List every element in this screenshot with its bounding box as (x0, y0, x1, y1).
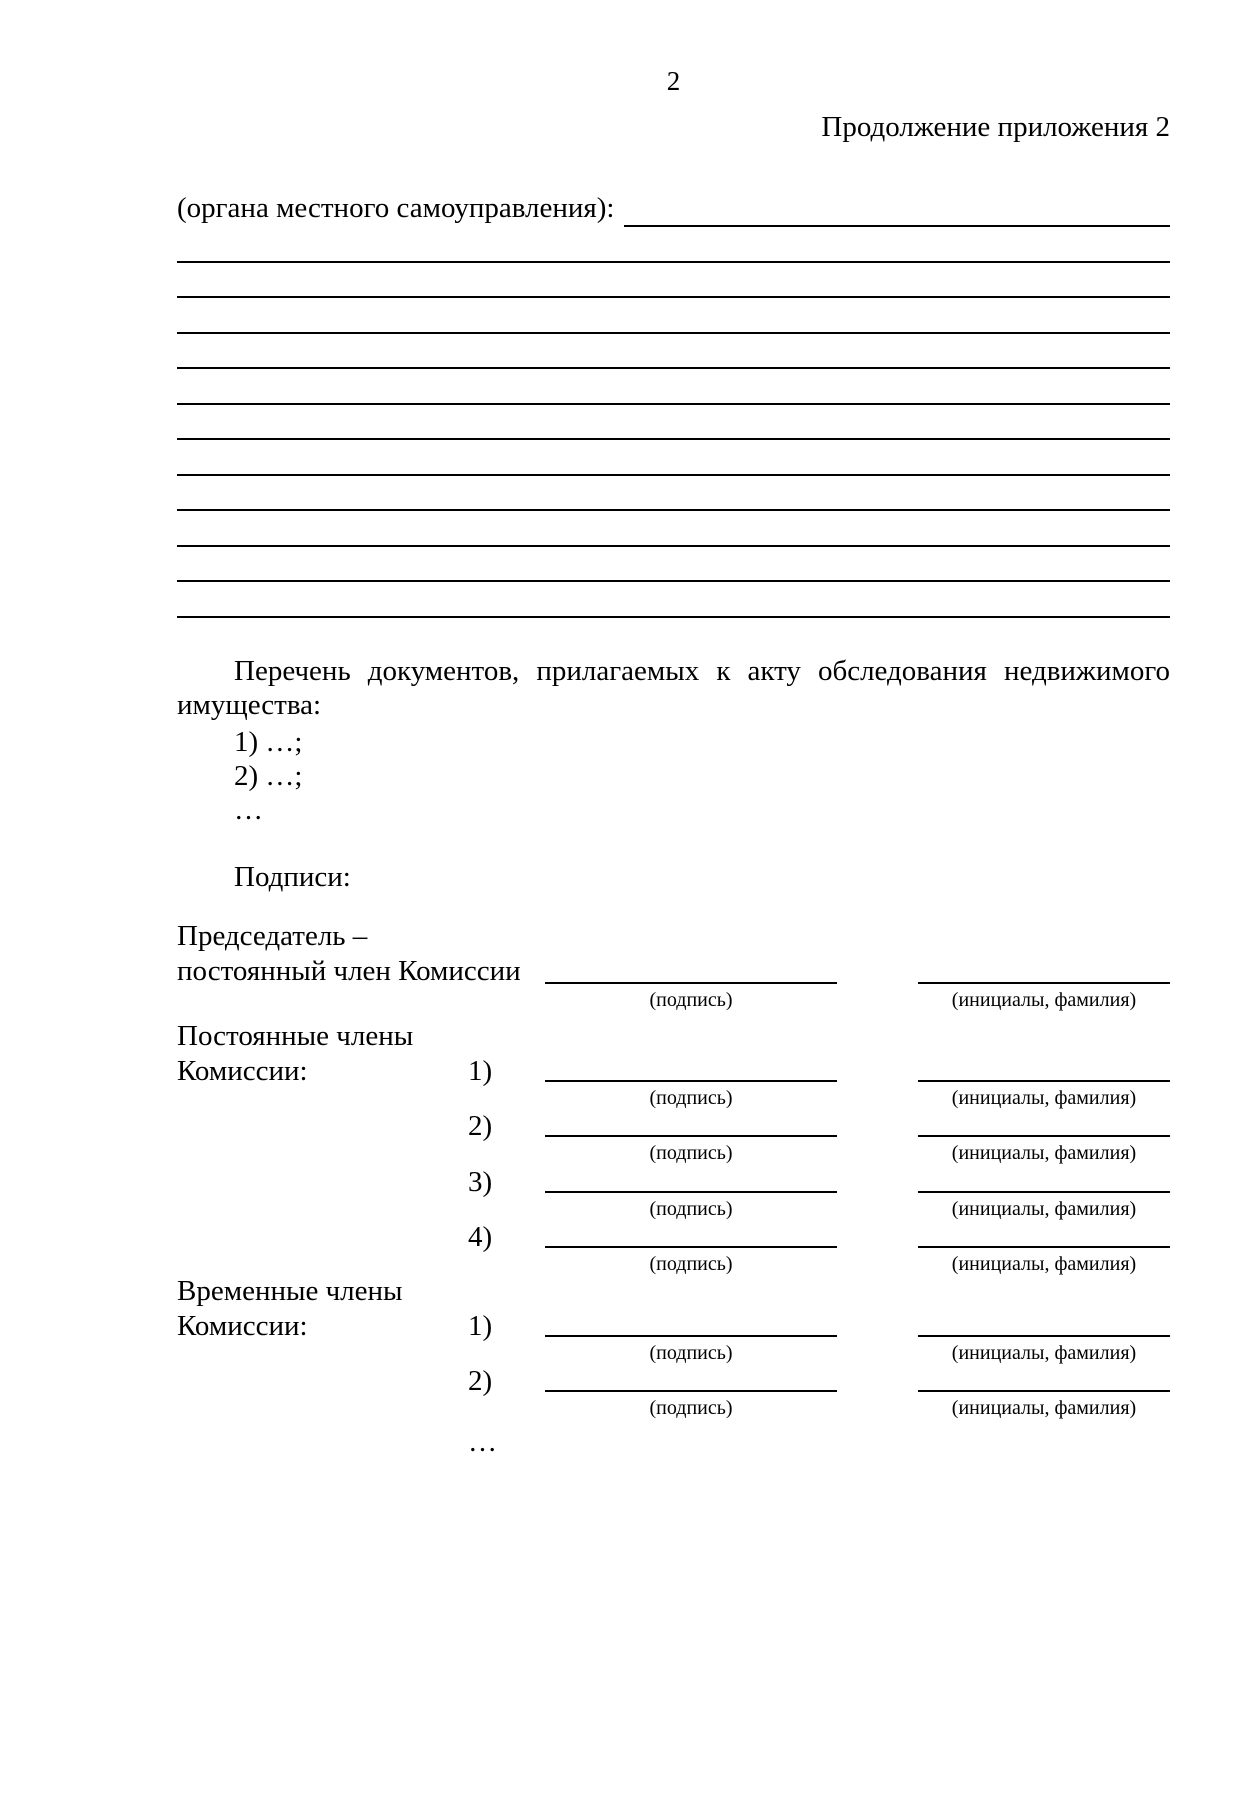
blank-line (177, 511, 1170, 547)
permanent-member-1-number: 1) (468, 1054, 493, 1087)
chairman-name-line (918, 982, 1170, 984)
permanent-member-1-signature-caption: (подпись) (649, 1086, 733, 1109)
temporary-member-2-signature-caption: (подпись) (649, 1396, 733, 1419)
continuation-note: Продолжение приложения 2 (821, 111, 1170, 143)
blank-line (177, 476, 1170, 512)
permanent-member-4-signature-caption: (подпись) (649, 1252, 733, 1275)
permanent-member-3-number: 3) (468, 1165, 493, 1198)
blank-line (177, 440, 1170, 476)
temporary-member-2-number: 2) (468, 1364, 493, 1397)
permanent-member-4-signature-line (545, 1246, 837, 1248)
members-ellipsis: … (468, 1425, 497, 1458)
blank-line (177, 405, 1170, 441)
signatures-block (177, 895, 1170, 1475)
permanent-member-4-number: 4) (468, 1220, 493, 1253)
permanent-member-2-signature-line (545, 1135, 837, 1137)
permanent-member-1-name-line (918, 1080, 1170, 1082)
temporary-member-1-signature-line (545, 1335, 837, 1337)
chairman-signature-caption: (подпись) (649, 988, 733, 1011)
page-number: 2 (666, 66, 681, 96)
chairman-name-caption: (инициалы, фамилия) (951, 988, 1137, 1011)
blank-line (177, 227, 1170, 263)
attachments-item-1: 1) …; (234, 725, 303, 758)
permanent-members-label-line-2: Комиссии: (177, 1054, 308, 1087)
chairman-label-line-1: Председатель – (177, 919, 368, 952)
signatures-heading: Подписи: (234, 860, 351, 893)
temporary-members-label-line-1: Временные члены (177, 1274, 403, 1307)
chairman-label-line-2: постоянный член Комиссии (177, 954, 521, 987)
blank-line (177, 369, 1170, 405)
permanent-member-3-signature-line (545, 1191, 837, 1193)
temporary-members-label-line-2: Комиссии: (177, 1309, 308, 1342)
permanent-member-2-signature-caption: (подпись) (649, 1141, 733, 1164)
temporary-member-1-name-line (918, 1335, 1170, 1337)
permanent-member-2-number: 2) (468, 1109, 493, 1142)
blank-line (177, 334, 1170, 370)
permanent-member-3-signature-caption: (подпись) (649, 1197, 733, 1220)
permanent-member-4-name-line (918, 1246, 1170, 1248)
permanent-member-3-name-line (918, 1191, 1170, 1193)
permanent-member-2-name-caption: (инициалы, фамилия) (951, 1141, 1137, 1164)
attachments-ellipsis: … (234, 793, 263, 826)
blank-line (177, 582, 1170, 618)
permanent-member-3-name-caption: (инициалы, фамилия) (951, 1197, 1137, 1220)
fill-in-lines (177, 227, 1170, 618)
org-authority-row (177, 190, 1170, 227)
attachments-item-2: 2) …; (234, 759, 303, 792)
blank-line (177, 547, 1170, 583)
chairman-signature-line (545, 982, 837, 984)
permanent-members-label-line-1: Постоянные члены (177, 1019, 414, 1052)
temporary-member-1-name-caption: (инициалы, фамилия) (951, 1341, 1137, 1364)
permanent-member-1-name-caption: (инициалы, фамилия) (951, 1086, 1137, 1109)
temporary-member-1-number: 1) (468, 1309, 493, 1342)
permanent-member-2-name-line (918, 1135, 1170, 1137)
attachments-paragraph: Перечень документов, прилагаемых к акту обследования недвижимого имущества: (177, 654, 1170, 721)
document-page (0, 64, 1240, 1475)
permanent-member-1-signature-line (545, 1080, 837, 1082)
blank-line (177, 263, 1170, 299)
temporary-member-2-signature-line (545, 1390, 837, 1392)
org-authority-blank (624, 190, 1170, 227)
temporary-member-1-signature-caption: (подпись) (649, 1341, 733, 1364)
temporary-member-2-name-line (918, 1390, 1170, 1392)
temporary-member-2-name-caption: (инициалы, фамилия) (951, 1396, 1137, 1419)
permanent-member-4-name-caption: (инициалы, фамилия) (951, 1252, 1137, 1275)
blank-line (177, 298, 1170, 334)
org-authority-label: (органа местного самоуправления): (177, 192, 615, 224)
